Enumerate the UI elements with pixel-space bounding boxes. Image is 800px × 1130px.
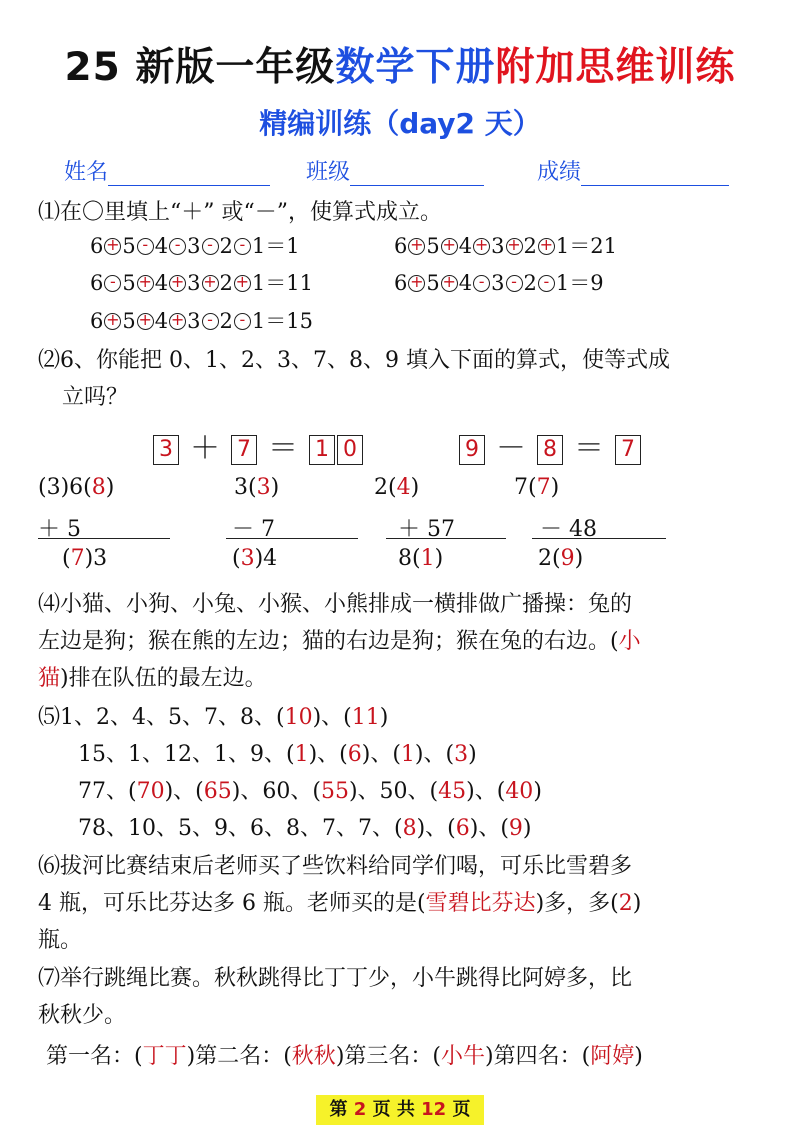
operator-circle[interactable] bbox=[104, 310, 121, 330]
answer-text[interactable]: 55 bbox=[320, 779, 349, 804]
q3-item-2-bottom: (3)4 bbox=[232, 546, 278, 571]
answer-text[interactable]: 丁丁 bbox=[142, 1044, 187, 1069]
answer-text[interactable]: 3 bbox=[454, 742, 469, 767]
operator-sign: + bbox=[170, 310, 185, 329]
q3-item-3-mid: ＋ 57 bbox=[398, 517, 455, 542]
equation-number: 6 bbox=[90, 234, 104, 258]
name-field bbox=[64, 155, 270, 186]
score-blank[interactable] bbox=[581, 161, 729, 186]
equation-number: 4 bbox=[458, 234, 473, 258]
q2-prompt-line2: 立吗？ bbox=[62, 385, 129, 410]
q3-item-2-top: 3(3) bbox=[234, 475, 280, 500]
answer-text[interactable]: 8 bbox=[91, 475, 106, 500]
answer-box[interactable]: 7 bbox=[615, 435, 641, 465]
q3-item-4-mid: － 48 bbox=[540, 517, 597, 542]
operator-sign: + bbox=[410, 235, 424, 254]
equation-number: 6 bbox=[394, 271, 408, 295]
divider-line bbox=[226, 538, 358, 539]
q1-equation bbox=[90, 230, 300, 260]
answer-text[interactable]: 40 bbox=[505, 779, 534, 804]
answer-text[interactable]: 6 bbox=[347, 742, 362, 767]
operator-circle[interactable] bbox=[169, 235, 186, 255]
operator-sign: - bbox=[207, 310, 213, 329]
operator-sign: + bbox=[138, 310, 152, 329]
divider-line bbox=[38, 538, 170, 539]
operator-sign: - bbox=[207, 235, 213, 254]
answer-text[interactable]: 7 bbox=[70, 546, 85, 571]
operator-circle[interactable] bbox=[441, 272, 458, 292]
operator-sign: + bbox=[442, 235, 456, 254]
q1-equation bbox=[394, 267, 604, 297]
answer-box[interactable]: 7 bbox=[231, 435, 257, 465]
q1-equation bbox=[90, 267, 313, 297]
operator-circle[interactable] bbox=[506, 272, 523, 292]
q2-equation-1 bbox=[152, 423, 364, 467]
operator-sign: + bbox=[507, 235, 521, 254]
operator-sign: + bbox=[539, 235, 554, 254]
equals-sign: ＝ bbox=[268, 431, 298, 466]
operator-circle[interactable] bbox=[473, 272, 490, 292]
operator-circle[interactable] bbox=[408, 272, 425, 292]
operator-circle[interactable] bbox=[234, 235, 251, 255]
equation-number: 5 bbox=[122, 271, 136, 295]
answer-text[interactable]: 70 bbox=[136, 779, 165, 804]
equation-result: ＝21 bbox=[569, 234, 617, 258]
divider-line bbox=[532, 538, 666, 539]
operator-circle[interactable] bbox=[234, 272, 251, 292]
q3-item-2-mid: － 7 bbox=[232, 517, 275, 542]
answer-text[interactable]: 猫 bbox=[38, 666, 61, 691]
answer-text[interactable]: 阿婷 bbox=[590, 1044, 635, 1069]
operator-sign: + bbox=[138, 272, 152, 291]
equation-number: 6 bbox=[90, 271, 104, 295]
score-label: 成绩 bbox=[537, 160, 582, 185]
q6-line-3: 瓶。 bbox=[38, 928, 83, 953]
answer-text[interactable]: 小 bbox=[618, 629, 641, 654]
answer-text[interactable]: 6 bbox=[455, 816, 470, 841]
operator-sign: - bbox=[109, 272, 116, 291]
name-label: 姓名 bbox=[64, 160, 109, 185]
operator-circle[interactable] bbox=[202, 310, 219, 330]
plus-sign: ＋ bbox=[190, 431, 220, 466]
operator-circle[interactable] bbox=[104, 272, 121, 292]
operator-sign: + bbox=[474, 235, 489, 254]
page-number-badge: 第 2 页 共 12 页 bbox=[316, 1095, 484, 1125]
answer-text[interactable]: 9 bbox=[508, 816, 523, 841]
equation-number: 5 bbox=[426, 234, 440, 258]
operator-circle[interactable] bbox=[169, 272, 186, 292]
equation-number: 3 bbox=[187, 271, 201, 295]
equation-number: 5 bbox=[122, 309, 136, 333]
answer-text[interactable]: 65 bbox=[203, 779, 232, 804]
answer-text[interactable]: 3 bbox=[240, 546, 255, 571]
q3-item-4-top: 7(7) bbox=[514, 475, 560, 500]
operator-sign: - bbox=[511, 272, 517, 291]
q2-prompt-line1: ⑵6、你能把 0、1、2、3、7、8、9 填入下面的算式，使等式成 bbox=[38, 348, 670, 373]
q1-prompt: ⑴在〇里填上“＋” 或“－”，使算式成立。 bbox=[38, 200, 442, 225]
operator-circle[interactable] bbox=[538, 272, 555, 292]
answer-text[interactable]: 8 bbox=[402, 816, 417, 841]
q7-ranking: 第一名：(丁丁)第二名：(秋秋)第三名：(小牛)第四名：(阿婷) bbox=[46, 1044, 643, 1069]
answer-text[interactable]: 雪碧比芬达 bbox=[425, 891, 536, 916]
operator-sign: + bbox=[203, 272, 217, 291]
q3-item-1-bottom: (7)3 bbox=[62, 546, 108, 571]
answer-text[interactable]: 1 bbox=[400, 742, 415, 767]
q7-line-1: ⑺举行跳绳比赛。秋秋跳得比丁丁少，小牛跳得比阿婷多，比 bbox=[38, 966, 633, 991]
operator-circle[interactable] bbox=[538, 235, 555, 255]
answer-box[interactable]: 9 bbox=[459, 435, 485, 465]
operator-sign: + bbox=[442, 272, 456, 291]
equation-number: 4 bbox=[154, 271, 169, 295]
q3-item-3-bottom: 8(1) bbox=[398, 546, 444, 571]
q3-item-3-top: 2(4) bbox=[374, 475, 420, 500]
equation-result: ＝11 bbox=[265, 271, 313, 295]
equation-number: 2 bbox=[219, 309, 233, 333]
answer-text[interactable]: 10 bbox=[284, 705, 313, 730]
answer-text[interactable]: 4 bbox=[396, 475, 411, 500]
equation-number: 2 bbox=[219, 271, 233, 295]
answer-text[interactable]: 小牛 bbox=[441, 1044, 486, 1069]
equation-number: 5 bbox=[426, 271, 440, 295]
equation-number: 4 bbox=[154, 234, 169, 258]
operator-sign: - bbox=[142, 235, 149, 254]
q4-line-3: 猫)排在队伍的最左边。 bbox=[38, 666, 267, 691]
operator-sign: + bbox=[106, 235, 120, 254]
answer-text[interactable]: 2 bbox=[618, 891, 633, 916]
equation-number: 3 bbox=[187, 309, 201, 333]
equation-number: 1 bbox=[251, 271, 266, 295]
q1-equation bbox=[90, 305, 313, 335]
q1-equation bbox=[394, 230, 617, 260]
equation-number: 1 bbox=[251, 234, 266, 258]
operator-sign: - bbox=[239, 310, 246, 329]
title-blue: 数学下册 bbox=[335, 45, 496, 90]
page-subtitle: 精编训练（day2 天） bbox=[259, 107, 541, 140]
equals-sign: ＝ bbox=[574, 431, 604, 466]
equation-result: ＝15 bbox=[265, 309, 313, 333]
equation-number: 1 bbox=[251, 309, 266, 333]
equation-number: 2 bbox=[219, 234, 233, 258]
class-blank[interactable] bbox=[350, 161, 484, 186]
equation-number: 2 bbox=[523, 234, 537, 258]
operator-sign: - bbox=[239, 235, 246, 254]
q4-line-2: 左边是狗；猴在熊的左边；猫的右边是狗；猴在兔的右边。(小 bbox=[38, 629, 641, 654]
operator-sign: - bbox=[478, 272, 485, 291]
q6-line-1: ⑹拔河比赛结束后老师买了些饮料给同学们喝，可乐比雪碧多 bbox=[38, 854, 633, 879]
title-red: 附加思维训练 bbox=[495, 45, 736, 90]
answer-text[interactable]: 7 bbox=[536, 475, 551, 500]
answer-text[interactable]: 11 bbox=[351, 705, 380, 730]
equation-number: 3 bbox=[187, 234, 201, 258]
operator-circle[interactable] bbox=[234, 310, 251, 330]
q3-item-1-top: (3)6(8) bbox=[38, 475, 115, 500]
operator-circle[interactable] bbox=[202, 235, 219, 255]
equation-result: ＝1 bbox=[265, 234, 300, 258]
operator-sign: - bbox=[174, 235, 181, 254]
operator-circle[interactable] bbox=[408, 235, 425, 255]
operator-sign: + bbox=[170, 272, 185, 291]
equation-number: 1 bbox=[555, 234, 570, 258]
q5-row-3: 77、(70)、(65)、60、(55)、50、(45)、(40) bbox=[78, 779, 542, 804]
operator-circle[interactable] bbox=[202, 272, 219, 292]
answer-box[interactable]: 1 bbox=[309, 435, 335, 465]
equation-number: 4 bbox=[154, 309, 169, 333]
operator-circle[interactable] bbox=[137, 272, 154, 292]
equation-number: 4 bbox=[458, 271, 473, 295]
answer-text[interactable]: 1 bbox=[420, 546, 435, 571]
operator-circle[interactable] bbox=[104, 235, 121, 255]
class-label: 班级 bbox=[306, 160, 351, 185]
title-black: 25 新版一年级 bbox=[64, 45, 336, 90]
operator-sign: + bbox=[235, 272, 250, 291]
operator-circle[interactable] bbox=[441, 235, 458, 255]
equation-number: 6 bbox=[90, 309, 104, 333]
answer-text[interactable]: 45 bbox=[438, 779, 467, 804]
q5-row-4: 78、10、5、9、6、8、7、7、(8)、(6)、(9) bbox=[78, 816, 532, 841]
operator-circle[interactable] bbox=[473, 235, 490, 255]
q3-item-1-mid: ＋ 5 bbox=[38, 517, 81, 542]
equation-number: 3 bbox=[491, 271, 505, 295]
minus-sign: － bbox=[496, 431, 526, 466]
answer-text[interactable]: 3 bbox=[256, 475, 271, 500]
q7-line-2: 秋秋少。 bbox=[38, 1003, 127, 1028]
divider-line bbox=[386, 538, 506, 539]
operator-circle[interactable] bbox=[137, 235, 154, 255]
current-page: 2 bbox=[353, 1099, 367, 1120]
q3-item-4-bottom: 2(9) bbox=[538, 546, 584, 571]
q6-line-2: 4 瓶，可乐比芬达多 6 瓶。老师买的是(雪碧比芬达)多，多(2) bbox=[38, 891, 642, 916]
equation-number: 3 bbox=[491, 234, 505, 258]
answer-text[interactable]: 9 bbox=[560, 546, 575, 571]
q5-row-2: 15、1、12、1、9、(1)、(6)、(1)、(3) bbox=[78, 742, 477, 767]
answer-box[interactable]: 3 bbox=[153, 435, 179, 465]
answer-text[interactable]: 1 bbox=[294, 742, 309, 767]
operator-sign: + bbox=[410, 272, 424, 291]
q5-row-1: ⑸1、2、4、5、7、8、(10)、(11) bbox=[38, 705, 389, 730]
name-blank[interactable] bbox=[108, 161, 270, 186]
answer-box[interactable]: 8 bbox=[537, 435, 563, 465]
total-pages: 12 bbox=[421, 1099, 447, 1120]
operator-circle[interactable] bbox=[506, 235, 523, 255]
score-field bbox=[537, 155, 729, 186]
answer-text[interactable]: 秋秋 bbox=[291, 1044, 336, 1069]
equation-result: ＝9 bbox=[569, 271, 604, 295]
operator-circle[interactable] bbox=[137, 310, 154, 330]
q2-equation-2 bbox=[458, 423, 642, 467]
answer-box[interactable]: 0 bbox=[337, 435, 363, 465]
class-field bbox=[306, 155, 484, 186]
equation-number: 1 bbox=[555, 271, 570, 295]
equation-number: 2 bbox=[523, 271, 537, 295]
page-title bbox=[0, 36, 800, 92]
equation-number: 6 bbox=[394, 234, 408, 258]
equation-number: 5 bbox=[122, 234, 136, 258]
operator-sign: + bbox=[106, 310, 120, 329]
operator-sign: - bbox=[543, 272, 550, 291]
operator-circle[interactable] bbox=[169, 310, 186, 330]
q4-line-1: ⑷小猫、小狗、小兔、小猴、小熊排成一横排做广播操：兔的 bbox=[38, 592, 633, 617]
